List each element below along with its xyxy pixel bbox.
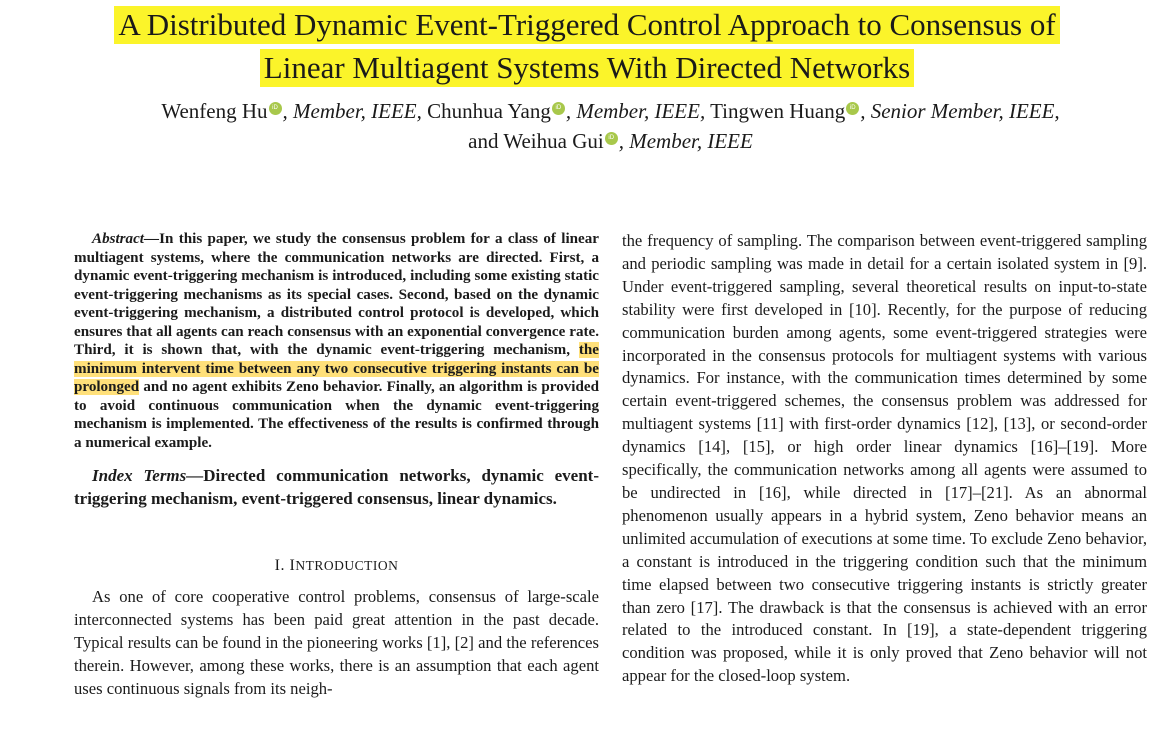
intro-paragraph-left: As one of core cooperative control problems, consensus of large-scale interconnected systems has been paid great attention in the past decade. Typical results can be found in the pioneering works [1], [2] and the references therein. However, among these works, there is an assumption that each agent uses continuous signals from its neigh- (74, 587, 599, 698)
paper-title (0, 6, 1174, 92)
author-role: , Member, IEEE (618, 129, 753, 153)
orcid-icon[interactable]: iD (846, 102, 859, 115)
abstract-text: In this paper, we study the consensus problem for a class of linear multiagent systems, where the communication networks are directed. First, a dynamic event-triggering mechanism is introduced, including some existing static event-triggering mechanisms as its special cases. Second, based on the dynamic event-triggering mechanism, a distributed control protocol is developed, which ensures that all agents can reach consensus with an exponential convergence rate. Third, it is shown that, with the dynamic event-triggering mechanism, (74, 231, 599, 358)
section-number: I. (274, 557, 285, 574)
author-name: Chunhua Yang (427, 99, 551, 123)
index-terms-text: Directed communication networks, dynamic event-triggering mechanism, event-triggered consensus, linear dynamics. (74, 466, 599, 508)
abstract-lead: Abstract— (92, 231, 160, 247)
abstract (74, 230, 599, 452)
author-conjunction: and (468, 129, 499, 153)
author-name: Weihua Gui (503, 129, 604, 153)
author-row-1 (0, 96, 1174, 126)
orcid-icon[interactable]: iD (605, 132, 618, 145)
author-role: , Member, IEEE, (565, 99, 706, 123)
author-row-2 (0, 126, 1174, 156)
title-line-2: Linear Multiagent Systems With Directed Networks (260, 49, 914, 87)
right-column (622, 230, 1147, 688)
section-title-initial: I (289, 557, 296, 574)
index-terms-lead: Index Terms— (92, 466, 204, 485)
abstract-highlight: the minimum intervent time between any two consecutive triggering instants can be prolonged (74, 342, 599, 395)
index-terms (74, 464, 599, 510)
author-role: , Senior Member, IEEE, (860, 99, 1060, 123)
intro-paragraph-right: the frequency of sampling. The comparison between event-triggered sampling and periodic sampling was made in detail for a certain isolated system in [9]. Under event-triggered sampling, several theoretical results on input-to-state stability were first developed in [10]. Recently, for the purpose of reducing communication burden among agents, some event-triggered strategies were incorporated in the consensus protocols for multiagent systems with various dynamics. For instance, with the communication times determined by some certain event-triggered schemes, the consensus problem was addressed for multiagent systems [11] with first-order dynamics [12], [13], or second-order dynamics [14], [15], or high order linear dynamics [16]–[19]. More specifically, the communication networks among all agents were assumed to be undirected in [16], while directed in [17]–[21]. As an abnormal phenomenon usually appears in a hybrid system, Zeno behavior means an unlimited accumulation of executions at some time. To exclude Zeno behavior, a constant is introduced in the triggering condition such that the minimum time elapsed between two consecutive triggering instants is strictly greater than zero [17]. The drawback is that the consensus is achieved with an error related to the introduced constant. In [19], a state-dependent triggering condition was proposed, while it is only proved that Zeno behavior will not appear for the closed-loop system. (622, 231, 1147, 686)
author-name: Wenfeng Hu (161, 99, 268, 123)
author-role: , Member, IEEE, (282, 99, 422, 123)
title-line-1: A Distributed Dynamic Event-Triggered Control Approach to Consensus of (114, 6, 1059, 44)
abstract-text-end: and no agent exhibits Zeno behavior. Finally, an algorithm is provided to avoid continuous communication when the dynamic event-triggering mechanism is implemented. The effectiveness of the results is confirmed through a numerical example. (74, 379, 599, 451)
section-heading (74, 557, 599, 575)
orcid-icon[interactable]: iD (552, 102, 565, 115)
author-list (0, 96, 1174, 156)
section-title-rest: NTRODUCTION (295, 558, 399, 573)
orcid-icon[interactable]: iD (269, 102, 282, 115)
left-column (74, 230, 599, 700)
author-name: Tingwen Huang (710, 99, 846, 123)
